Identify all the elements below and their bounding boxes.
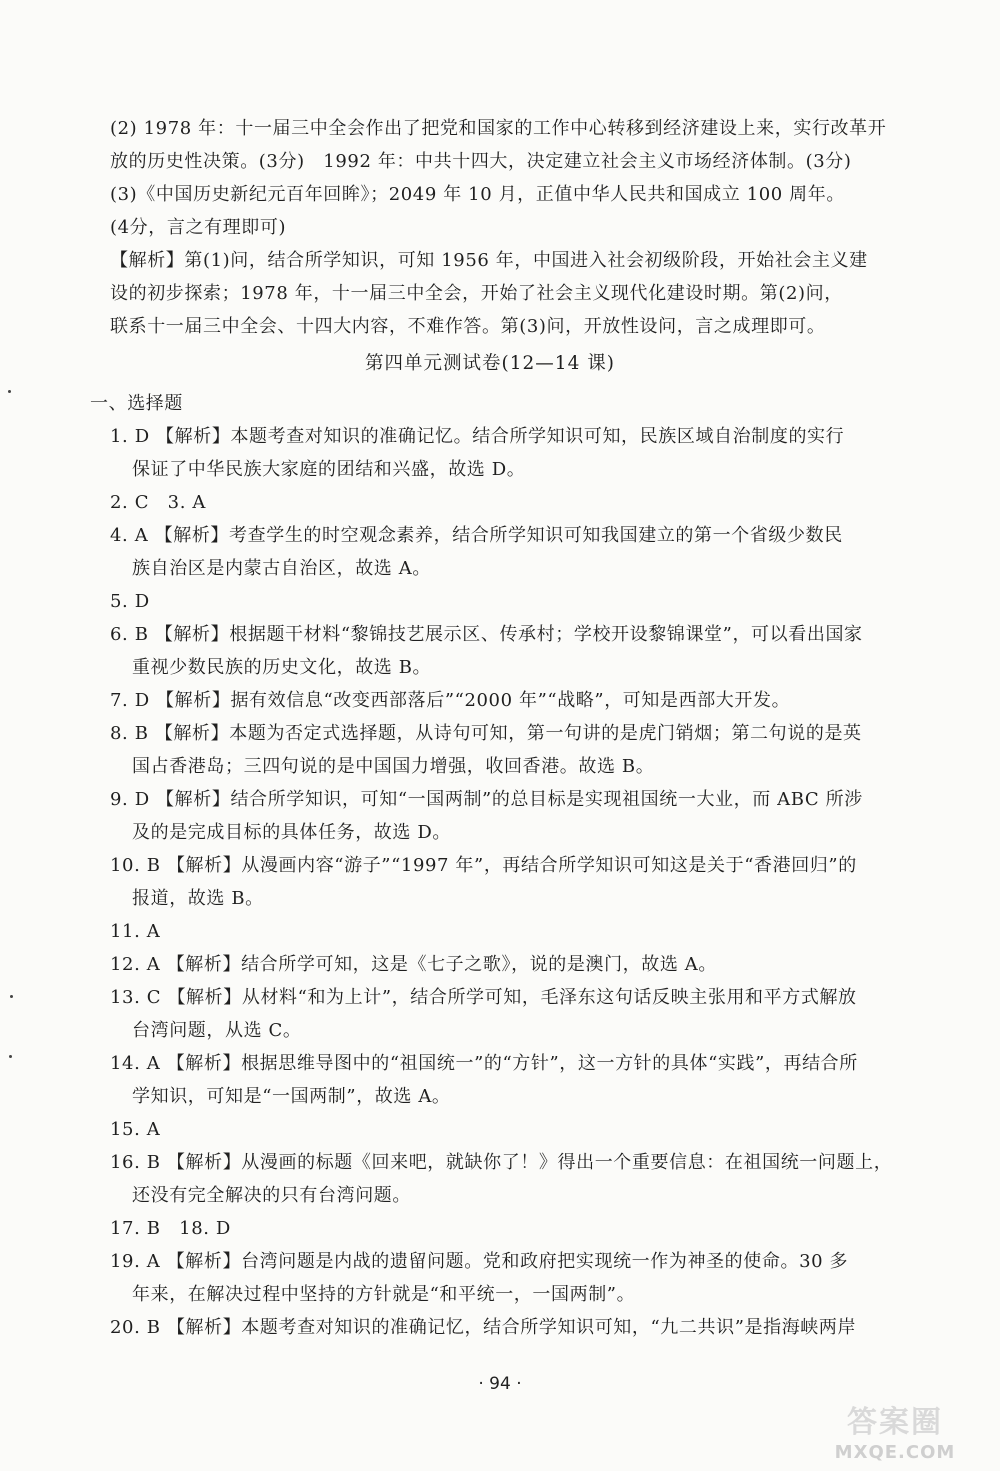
analysis-line: 联系十一届三中全会、十四大内容，不难作答。第(3)问，开放性设问，言之成理即可。 — [110, 316, 826, 337]
question-item: 5. D — [110, 591, 150, 612]
scan-speck — [9, 1055, 12, 1058]
question-item-continuation: 保证了中华民族大家庭的团结和兴盛，故选 D。 — [132, 459, 526, 480]
analysis-line: 【解析】第(1)问，结合所学知识，可知 1956 年，中国进入社会初级阶段，开始社会主义建 — [110, 250, 868, 271]
scan-speck — [10, 995, 13, 998]
question-item: 10. B 【解析】从漫画内容“游子”“1997 年”，再结合所学知识可知这是关于“香港回归”的 — [110, 855, 857, 876]
question-item-continuation: 国占香港岛；三四句说的是中国国力增强，收回香港。故选 B。 — [132, 756, 655, 777]
question-item: 13. C 【解析】从材料“和为上计”，结合所学可知，毛泽东这句话反映主张用和平方式解放 — [110, 987, 857, 1008]
question-item: 1. D 【解析】本题考查对知识的准确记忆。结合所学知识可知，民族区域自治制度的实行 — [110, 426, 845, 447]
question-item: 7. D 【解析】据有效信息“改变西部落后”“2000 年”“战略”，可知是西部大开发。 — [110, 690, 791, 711]
question-item-continuation: 及的是完成目标的具体任务，故选 D。 — [132, 822, 451, 843]
section-title: 一、选择题 — [90, 393, 183, 414]
question-item: 12. A 【解析】结合所学可知，这是《七子之歌》，说的是澳门，故选 A。 — [110, 954, 717, 975]
question-item: 6. B 【解析】根据题干材料“黎锦技艺展示区、传承村；学校开设黎锦课堂”，可以看出国家 — [110, 624, 863, 645]
question-item: 14. A 【解析】根据思维导图中的“祖国统一”的“方针”，这一方针的具体“实践”，再结合所 — [110, 1053, 858, 1074]
question-item-continuation: 台湾问题，从选 C。 — [132, 1020, 302, 1041]
question-item-continuation: 重视少数民族的历史文化，故选 B。 — [132, 657, 432, 678]
question-item: 2. C 3. A — [110, 492, 206, 513]
watermark-text: 答案圈 — [847, 1405, 943, 1440]
scan-speck — [8, 390, 11, 393]
answer-line: (2) 1978 年：十一届三中全会作出了把党和国家的工作中心转移到经济建设上来，实行改革开 — [110, 118, 887, 139]
question-item-continuation: 还没有完全解决的只有台湾问题。 — [132, 1185, 411, 1206]
question-item: 16. B 【解析】从漫画的标题《回来吧，就缺你了！》得出一个重要信息：在祖国统一问题上， — [110, 1152, 893, 1173]
watermark-url: MXQE.COM — [834, 1442, 956, 1463]
page-number: · 94 · — [478, 1374, 522, 1394]
answer-line: (3)《中国历史新纪元百年回眸》；2049 年 10 月，正值中华人民共和国成立 100 周年。 — [110, 184, 845, 205]
question-item: 8. B 【解析】本题为否定式选择题，从诗句可知，第一句讲的是虎门销烟；第二句说的是英 — [110, 723, 862, 744]
question-item: 20. B 【解析】本题考查对知识的准确记忆，结合所学知识可知，“九二共识”是指海峡两岸 — [110, 1317, 857, 1338]
question-item-continuation: 年来，在解决过程中坚持的方针就是“和平统一，一国两制”。 — [132, 1284, 636, 1305]
document-body — [90, 112, 893, 1344]
question-item: 15. A — [110, 1119, 161, 1140]
question-item: 4. A 【解析】考查学生的时空观念素养，结合所学知识可知我国建立的第一个省级少数民 — [110, 525, 843, 546]
analysis-line: 设的初步探索；1978 年，十一届三中全会，开始了社会主义现代化建设时期。第(2)问， — [110, 283, 843, 304]
question-item-continuation: 报道，故选 B。 — [132, 888, 264, 909]
question-item: 17. B 18. D — [110, 1218, 231, 1239]
question-item: 19. A 【解析】台湾问题是内战的遗留问题。党和政府把实现统一作为神圣的使命。30 多 — [110, 1251, 849, 1272]
question-item-continuation: 学知识，可知是“一国两制”，故选 A。 — [132, 1086, 451, 1107]
question-item: 9. D 【解析】结合所学知识，可知“一国两制”的总目标是实现祖国统一大业，而 ABC 所涉 — [110, 789, 863, 810]
answer-line: 放的历史性决策。(3分) 1992 年：中共十四大，决定建立社会主义市场经济体制。(3分) — [110, 151, 852, 172]
question-item: 11. A — [110, 921, 161, 942]
unit-title: 第四单元测试卷(12—14 课) — [365, 353, 615, 374]
answer-line: (4分，言之有理即可) — [110, 217, 287, 238]
question-item-continuation: 族自治区是内蒙古自治区，故选 A。 — [132, 558, 431, 579]
watermark-logo — [800, 1405, 990, 1465]
